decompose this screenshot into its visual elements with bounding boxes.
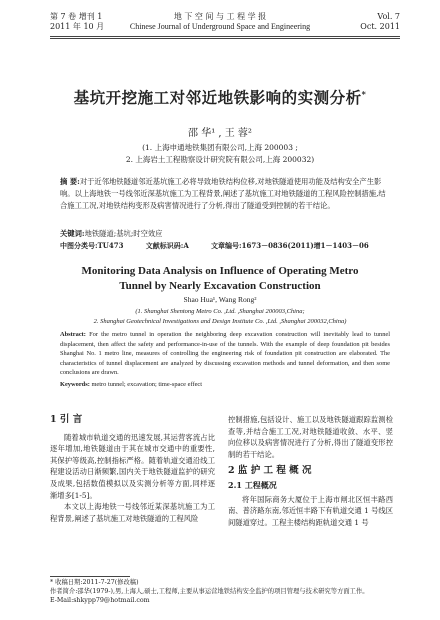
journal-name-cn: 地 下 空 间 与 工 程 学 报 (173, 12, 267, 21)
keywords-cn-text: 地铁隧道;基坑;时空效应 (84, 229, 163, 238)
author-bio: 作者简介:邵华(1979-),男,上海人,硕士,工程师,主要从事运营地铁结构安全监护的项目管理与技术研究等方面工作。 (50, 587, 369, 595)
date-en: Oct. 2011 (360, 22, 400, 31)
keywords-en-label: Keywords: (60, 381, 90, 388)
keywords-en (60, 380, 390, 390)
affiliation-en-2: 2. Shanghai Geotechnical Investigations and Design Institute Co. ,Ltd. ,Shanghai 200032,China) (93, 318, 347, 325)
abstract-en (60, 330, 390, 378)
right-column (228, 414, 393, 528)
section-2-1-para: 将年国际商务大厦位于上海市闸北区恒丰路西南、普济路东南,邻近恒丰路下有轨道交通 1 号线区间隧道穿过。工程主楼结构距轨道交通 1 号 (228, 494, 393, 527)
affiliation-cn-2: 2. 上海岩土工程勘察设计研究院有限公司,上海 200032) (125, 155, 315, 164)
header-rule-2 (50, 38, 400, 39)
journal-name-en: Chinese Journal of Underground Space and Engineering (129, 22, 311, 31)
abstract-cn-text: 对于近邻地铁隧道邻近基坑施工必将导致地铁结构位移,对地铁隧道使用功能及结构安全产生影响。以上海地铁一号线邻近深基坑施工为工程背景,阐述了基坑施工对地铁隧道的工程风险控制措施,结合施工工况,对地铁结构变形及病害情况进行了分析,得出了隧道受到控制的若干结论。 (60, 177, 386, 210)
title-cn-text: 基坑开挖施工对邻近地铁影响的实测分析 (73, 88, 362, 107)
section-2-heading: 2 监 护 工 程 概 况 (228, 465, 312, 477)
section-2-1-heading: 2.1 工程概况 (228, 479, 277, 490)
abstract-cn-label: 摘 要: (60, 177, 80, 186)
author-email: E-Mail:shkypp79@hotmail.com (50, 596, 150, 604)
issue-date: 2011 年 10 月 (50, 22, 105, 31)
volume-issue: 第 7 卷 增刊 1 (50, 12, 103, 21)
section-1-para-2: 本文以上海地铁一号线邻近某深基坑施工为工程背景,阐述了基坑施工对地铁隧道的工程风险 (50, 502, 215, 523)
article-number: 文章编号:1673－0836(2011)增1－1403－06 (211, 241, 369, 250)
keywords-cn-label: 关键词: (60, 229, 85, 238)
document-code: 文献标识码:A (145, 241, 189, 250)
right-column-para: 控制措施,包括设计、施工以及地铁隧道跟踪监测检查等,并结合施工工况,对地铁隧道收敛、水平、竖向位移以及病害情况进行了分析,得出了隧道变形控制的若干结论。 (228, 415, 393, 459)
section-1-heading: 1 引 言 (50, 414, 83, 425)
title-footnote-mark: * (361, 88, 367, 99)
abstract-en-text: For the metro tunnel in operation the neighboring deep excavation construction will inevitably lead to tunnel displacement, then affect the safety and performance-in-use of the tunnels. With the example of deep foundation pit besides Shanghai No. 1 metro line, measures of controlling the engineering risk of foundation pit construction are elaborated. The characteristics of tunnel displacement are analyzed by discussing excavation methods and tunnel deformation, and then some conclusions are drawn. (60, 331, 390, 377)
left-column (50, 414, 215, 524)
affiliation-en-1: (1. Shanghai Shentong Metro Co. ,Ltd. ,Shanghai 200003,China; (135, 308, 305, 315)
header-right (360, 12, 400, 32)
authors-cn: 邵 华¹ , 王 蓉² (188, 128, 252, 139)
keywords-cn (60, 228, 390, 240)
footnote-rule (50, 576, 130, 577)
footnote (50, 579, 390, 605)
title-en-line-2: Tunnel by Nearly Excavation Construction (119, 280, 321, 292)
title-en-line-1: Monitoring Data Analysis on Influence of Operating Metro (81, 265, 359, 277)
authors-en: Shao Hua¹, Wang Rong² (183, 295, 257, 304)
header-rule (50, 36, 400, 37)
abstract-cn (60, 176, 390, 212)
journal-header (0, 10, 440, 52)
received-date: * 收稿日期:2011-7-27(修改稿) (50, 579, 139, 586)
abstract-en-label: Abstract: (60, 331, 86, 338)
title-en (0, 264, 440, 294)
volume-en: Vol. 7 (377, 12, 400, 21)
affiliation-cn-1: (1. 上海申通地铁集团有限公司,上海 200003 ; (142, 143, 298, 152)
classification-meta (60, 241, 400, 251)
keywords-en-text: metro tunnel; excavation; time-space effect (91, 381, 203, 388)
title-cn (0, 86, 440, 108)
section-1-para-1: 随着城市轨道交通的迅速发展,其运营客流占比逐年增加,地铁隧道由于其在城市交通中的重要性,其保护等级高,控制指标严格。随着轨道交通沿线工程建设活动日渐频繁,国内关于地铁隧道监护的研究及成果,包括数值模拟以及实测分析等方面,同样逐渐增多[1-5]。 (50, 432, 215, 500)
clc-number: 中图分类号:TU473 (60, 241, 124, 250)
